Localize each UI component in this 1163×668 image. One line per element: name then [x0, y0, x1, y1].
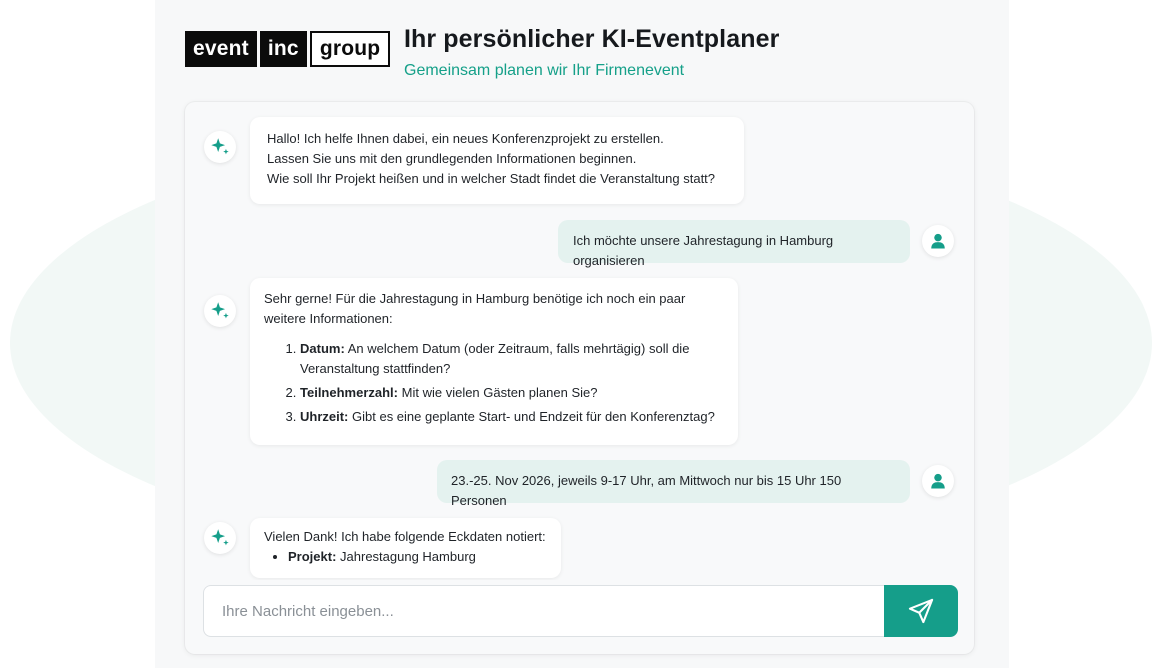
user-icon: [929, 472, 947, 490]
assistant-message: [250, 278, 738, 445]
page-title: Ihr persönlicher KI-Eventplaner: [404, 25, 780, 53]
message-intro: Sehr gerne! Für die Jahrestagung in Hamburg benötige ich noch ein paar weitere Informationen:: [264, 291, 686, 326]
list-item: [300, 383, 724, 403]
list-item-label: Uhrzeit:: [300, 409, 349, 424]
list-item-label: Teilnehmerzahl:: [300, 385, 399, 400]
message-text: Ich möchte unsere Jahrestagung in Hamburg organisieren: [573, 233, 834, 268]
message-line: Wie soll Ihr Projekt heißen und in welcher Stadt findet die Veranstaltung statt?: [267, 171, 716, 186]
composer: [203, 585, 958, 637]
message-intro: Vielen Dank! Ich habe folgende Eckdaten notiert:: [264, 529, 546, 544]
info-request-list: [264, 339, 724, 427]
logo-segment-group: group: [310, 31, 390, 67]
chat-messages[interactable]: [185, 102, 974, 580]
user-avatar: [922, 465, 954, 497]
list-item-label: Projekt:: [288, 549, 337, 564]
page: [155, 0, 1009, 668]
message-text: 23.-25. Nov 2026, jeweils 9-17 Uhr, am Mittwoch nur bis 15 Uhr 150 Personen: [451, 473, 842, 508]
user-icon: [929, 232, 947, 250]
list-item-label: Datum:: [300, 341, 345, 356]
logo-segment-inc: inc: [260, 31, 307, 67]
user-message: [437, 460, 910, 508]
send-button[interactable]: [884, 585, 958, 637]
assistant-message: [250, 117, 744, 204]
assistant-avatar: [204, 131, 236, 163]
list-item-text: Gibt es eine geplante Start- und Endzeit für den Konferenztag?: [352, 409, 715, 424]
notes-list: [264, 547, 547, 567]
sparkle-icon: [209, 300, 231, 322]
message-input[interactable]: [203, 585, 887, 637]
list-item: [288, 547, 547, 567]
sparkle-icon: [209, 527, 231, 549]
list-item: [300, 339, 724, 379]
message-line: Lassen Sie uns mit den grundlegenden Informationen beginnen.: [267, 151, 637, 166]
sparkle-icon: [209, 136, 231, 158]
logo-segment-event: event: [185, 31, 257, 67]
paper-plane-icon: [907, 597, 935, 625]
event-inc-group-logo: [185, 31, 390, 67]
list-item-text: Mit wie vielen Gästen planen Sie?: [401, 385, 598, 400]
chat-card: [185, 102, 974, 654]
assistant-avatar: [204, 522, 236, 554]
message-line: Hallo! Ich helfe Ihnen dabei, ein neues Konferenzprojekt zu erstellen.: [267, 131, 664, 146]
user-message: [558, 220, 910, 268]
assistant-message: [250, 518, 561, 578]
list-item: [300, 407, 724, 427]
page-subtitle: Gemeinsam planen wir Ihr Firmenevent: [404, 62, 685, 79]
assistant-avatar: [204, 295, 236, 327]
list-item-text: An welchem Datum (oder Zeitraum, falls mehrtägig) soll die Veranstaltung stattfinden?: [300, 341, 690, 376]
user-avatar: [922, 225, 954, 257]
list-item-text: Jahrestagung Hamburg: [340, 549, 476, 564]
